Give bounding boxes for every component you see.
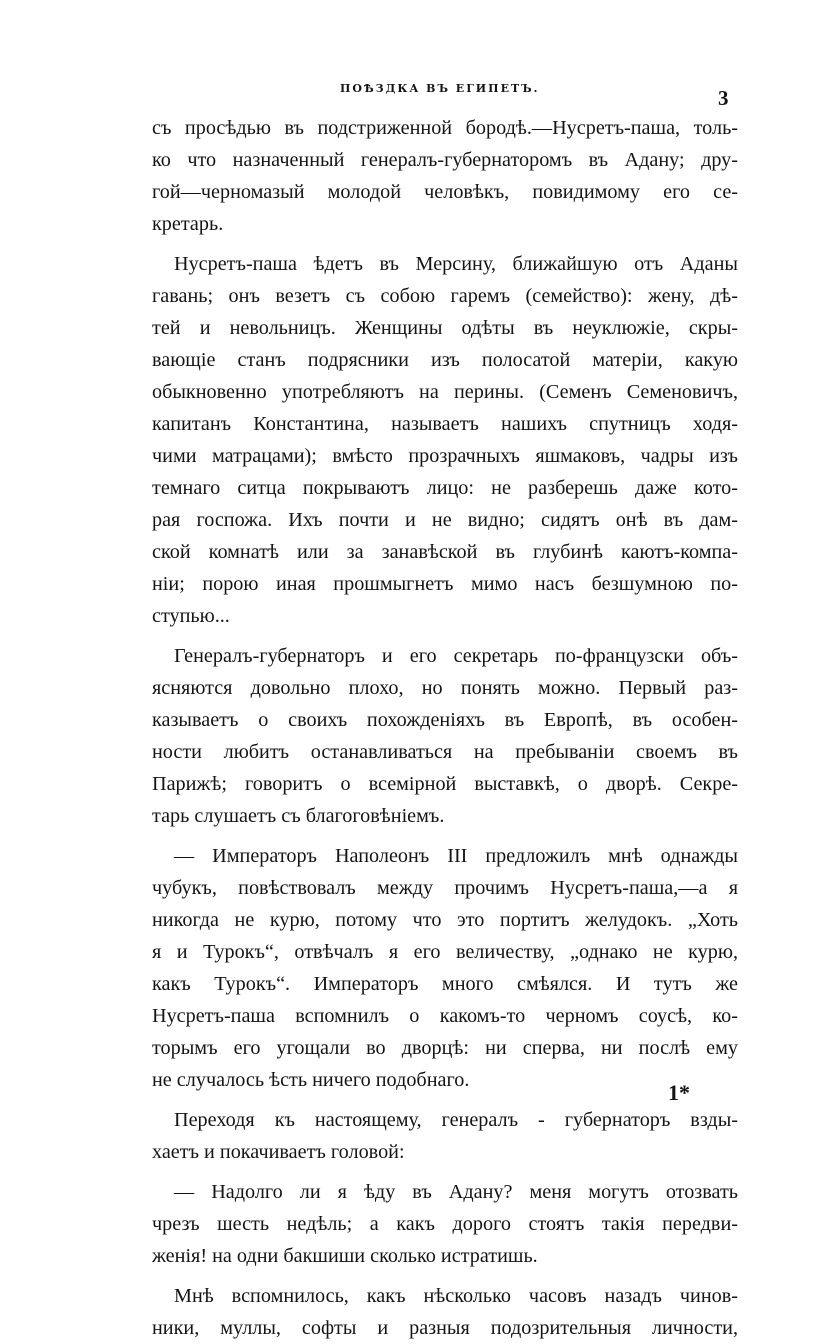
paragraph-gap: [152, 240, 738, 248]
paragraph: [152, 1104, 738, 1168]
text-line: какъ Турокъ“. Императоръ много смѣялся. И тутъ же: [152, 973, 738, 995]
text-line: ясняются довольно плохо, но понять можно. Первый раз-: [152, 677, 738, 699]
text-line: рая госпожа. Ихъ почти и не видно; сидятъ онѣ въ дам-: [152, 509, 738, 531]
text-line: торымъ его угощали во дворцѣ: ни сперва, ни послѣ ему: [152, 1037, 738, 1059]
text-line: никогда не курю, потому что это портитъ желудокъ. „Хоть: [152, 909, 738, 931]
paragraph-gap: [152, 1168, 738, 1176]
text-line: вающіе станъ подрясники изъ полосатой матеріи, какую: [152, 349, 738, 371]
text-line: чими матрацами); вмѣсто прозрачныхъ яшмаковъ, чадры изъ: [152, 445, 738, 467]
text-line: я и Турокъ“, отвѣчалъ я его величеству, „однако не курю,: [152, 941, 738, 963]
text-line: — Императоръ Наполеонъ III предложилъ мнѣ однажды: [174, 845, 738, 867]
text-line: кретарь.: [152, 213, 224, 235]
text-line: темнаго ситца покрываютъ лицо: не разберешь даже кото-: [152, 477, 738, 499]
paragraph-gap: [152, 632, 738, 640]
paragraph: [152, 112, 738, 240]
text-line: — Надолго ли я ѣду въ Адану? меня могутъ отозвать: [174, 1181, 738, 1203]
text-line: Нусретъ-паша ѣдетъ въ Мерсину, ближайшую отъ Аданы: [174, 253, 738, 275]
text-line: ніи; порою иная прошмыгнетъ мимо насъ безшумною по-: [152, 573, 738, 595]
text-line: хаетъ и покачиваетъ головой:: [152, 1141, 405, 1163]
text-line: чрезъ шесть недѣль; а какъ дорого стоятъ такія передви-: [152, 1213, 738, 1235]
text-line: ступью...: [152, 605, 230, 627]
text-line: чубукъ, повѣствовалъ между прочимъ Нусретъ-паша,—а я: [152, 877, 738, 899]
text-line: ской комнатѣ или за занавѣской въ глубинѣ каютъ-компа-: [152, 541, 738, 563]
page-number: 3: [718, 86, 729, 110]
text-line: ники, муллы, софты и разныя подозрительныя личности,: [152, 1317, 738, 1339]
text-line: тей и невольницъ. Женщины одѣты въ неуклюжіе, скры-: [152, 317, 738, 339]
signature-mark: 1*: [668, 1080, 690, 1105]
text-line: обыкновенно употребляютъ на перины. (Семенъ Семеновичъ,: [152, 381, 738, 403]
text-line: казываетъ о своихъ похожденіяхъ въ Европѣ, въ особен-: [152, 709, 738, 731]
text-line: капитанъ Константина, называетъ нашихъ спутницъ ходя-: [152, 413, 738, 435]
text-line: женія! на одни бакшиши сколько истратишь.: [152, 1245, 538, 1267]
paragraph-gap: [152, 1272, 738, 1280]
text-line: Переходя къ настоящему, генералъ - губернаторъ взды-: [174, 1109, 738, 1131]
text-line: Нусретъ-паша вспомнилъ о какомъ-то черномъ соусѣ, ко-: [152, 1005, 738, 1027]
text-line: ко что назначенный генералъ-губернаторомъ въ Адану; дру-: [152, 149, 738, 171]
paragraph: [152, 248, 738, 632]
text-line: гавань; онъ везетъ съ собою гаремъ (семейство): жену, дѣ-: [152, 285, 738, 307]
text-line: Парижѣ; говоритъ о всемірной выставкѣ, о дворѣ. Секре-: [152, 773, 738, 795]
text-line: гой—черномазый молодой человѣкъ, повидимому его се-: [152, 181, 738, 203]
paragraph: [152, 840, 738, 1096]
paragraph: [152, 1176, 738, 1272]
running-head: ПОѢЗДКА ВЪ ЕГИПЕТЪ.: [340, 82, 540, 95]
body-text: [152, 112, 738, 1344]
text-line: тарь слушаетъ съ благоговѣніемъ.: [152, 805, 445, 827]
text-line: Мнѣ вспомнилось, какъ нѣсколько часовъ назадъ чинов-: [174, 1285, 738, 1307]
text-line: ности любитъ останавливаться на пребываніи своемъ въ: [152, 741, 738, 763]
text-line: съ просѣдью въ подстриженной бородѣ.—Нусретъ-паша, толь-: [152, 117, 738, 139]
paragraph-gap: [152, 832, 738, 840]
paragraph: [152, 640, 738, 832]
text-line: Генералъ-губернаторъ и его секретарь по-французски объ-: [174, 645, 738, 667]
paragraph-gap: [152, 1096, 738, 1104]
paragraph: [152, 1280, 738, 1344]
text-line: не случалось ѣсть ничего подобнаго.: [152, 1069, 470, 1091]
